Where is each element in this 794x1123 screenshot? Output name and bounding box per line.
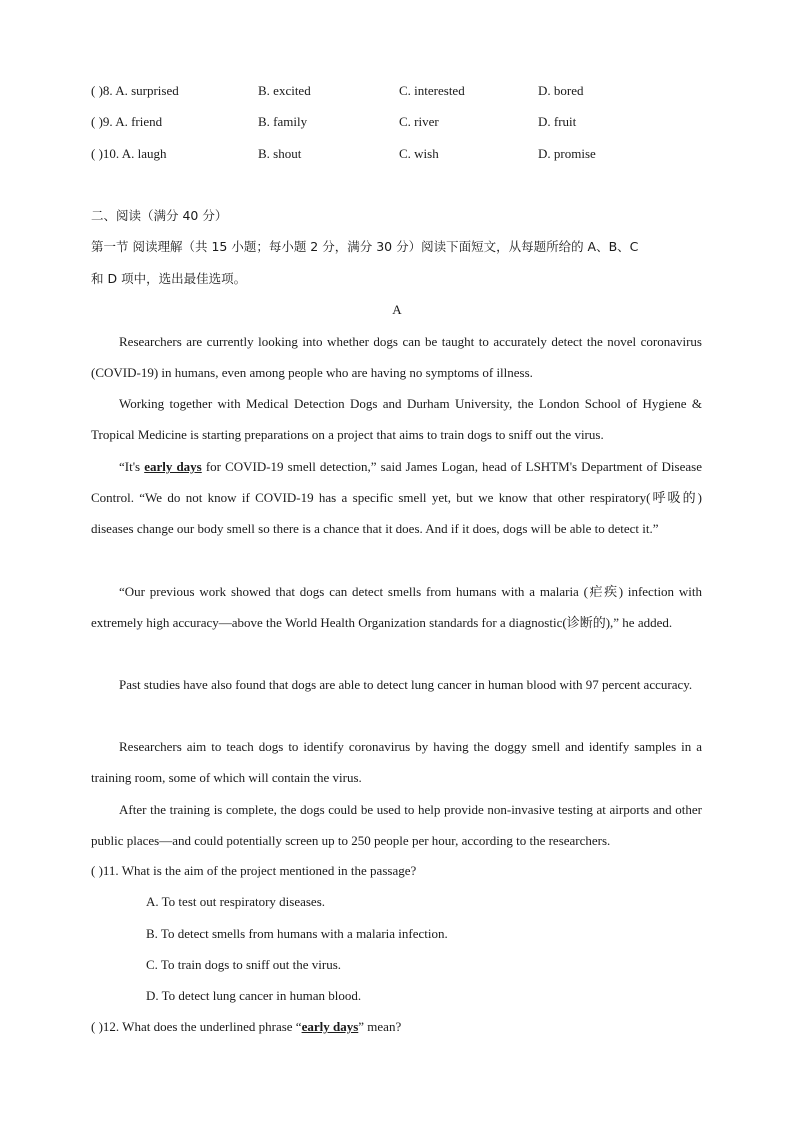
question-12-stem-pre: ( )12. What does the underlined phrase “	[91, 1019, 302, 1034]
question-11-option-d: D. To detect lung cancer in human blood.	[146, 988, 362, 1003]
question-9-option-b: B. family	[258, 114, 308, 129]
question-8-option-a: ( )8. A. surprised	[91, 83, 179, 98]
question-9-option-d: D. fruit	[538, 114, 577, 129]
question-8-option-b: B. excited	[258, 83, 311, 98]
passage-paragraph-2-text: Working together with Medical Detection Dogs and Durham University, the London School of Hygiene & Tropical Medicine is starting preparations on a project that aims to train dogs to sniff out the virus.	[91, 396, 702, 443]
passage-paragraph-4	[91, 576, 702, 638]
question-11-stem: ( )11. What is the aim of the project mentioned in the passage?	[91, 863, 417, 878]
passage-label: A	[392, 302, 402, 317]
passage-paragraph-7	[91, 794, 702, 856]
question-10-option-b: B. shout	[258, 146, 302, 161]
question-12-underlined-phrase: early days	[301, 1019, 359, 1034]
passage-paragraph-3-pre: “It's	[119, 459, 145, 474]
passage-paragraph-3	[91, 451, 702, 545]
question-11-option-b: B. To detect smells from humans with a malaria infection.	[146, 926, 448, 941]
passage-paragraph-6	[91, 731, 702, 793]
section-instruction-line-1: 第一节 阅读理解（共 15 小题；每小题 2 分，满分 30 分）阅读下面短文，从每题所给的 A、B、C	[91, 239, 639, 254]
question-10-option-a: ( )10. A. laugh	[91, 146, 167, 161]
passage-paragraph-3-post: for COVID-19 smell detection,” said James Logan, head of LSHTM's Department of Disease Control. “We do not know if COVID-19 has a specific smell yet, but we know that other respiratory(呼吸的) diseases change our body smell so there is a chance that it does. And if it does, dogs will be able to detect it.”	[91, 459, 702, 537]
question-11-option-a: A. To test out respiratory diseases.	[146, 894, 326, 909]
question-8-option-c: C. interested	[399, 83, 465, 98]
question-10-option-c: C. wish	[399, 146, 439, 161]
passage-paragraph-5	[91, 669, 702, 700]
question-8-option-d: D. bored	[538, 83, 584, 98]
passage-paragraph-2	[91, 388, 702, 450]
question-12-stem	[91, 1018, 401, 1036]
passage-paragraph-1-text: Researchers are currently looking into whether dogs can be taught to accurately detect the novel coronavirus (COVID-19) in humans, even among people who are having no symptoms of illness.	[91, 334, 702, 381]
section-heading: 二、阅读（满分 40 分）	[91, 208, 228, 223]
passage-paragraph-4-text: “Our previous work showed that dogs can detect smells from humans with a malaria (疟疾) infection with extremely high accuracy—above the World Health Organization standards for a diagnostic(诊断的),” he added.	[91, 584, 702, 631]
question-9-option-c: C. river	[399, 114, 439, 129]
passage-paragraph-1	[91, 326, 702, 388]
question-10-option-d: D. promise	[538, 146, 596, 161]
passage-paragraph-7-text: After the training is complete, the dogs could be used to help provide non-invasive testing at airports and other public places—and could potentially screen up to 250 people per hour, according to the researchers.	[91, 802, 702, 849]
passage-paragraph-6-text: Researchers aim to teach dogs to identify coronavirus by having the doggy smell and identify samples in a training room, some of which will contain the virus.	[91, 739, 702, 786]
question-11-option-c: C. To train dogs to sniff out the virus.	[146, 957, 342, 972]
section-instruction-line-2: 和 D 项中，选出最佳选项。	[91, 271, 247, 286]
underlined-phrase: early days	[144, 459, 202, 474]
question-12-stem-post: ” mean?	[358, 1019, 402, 1034]
passage-paragraph-5-text: Past studies have also found that dogs are able to detect lung cancer in human blood with 97 percent accuracy.	[119, 677, 693, 692]
question-9-option-a: ( )9. A. friend	[91, 114, 163, 129]
